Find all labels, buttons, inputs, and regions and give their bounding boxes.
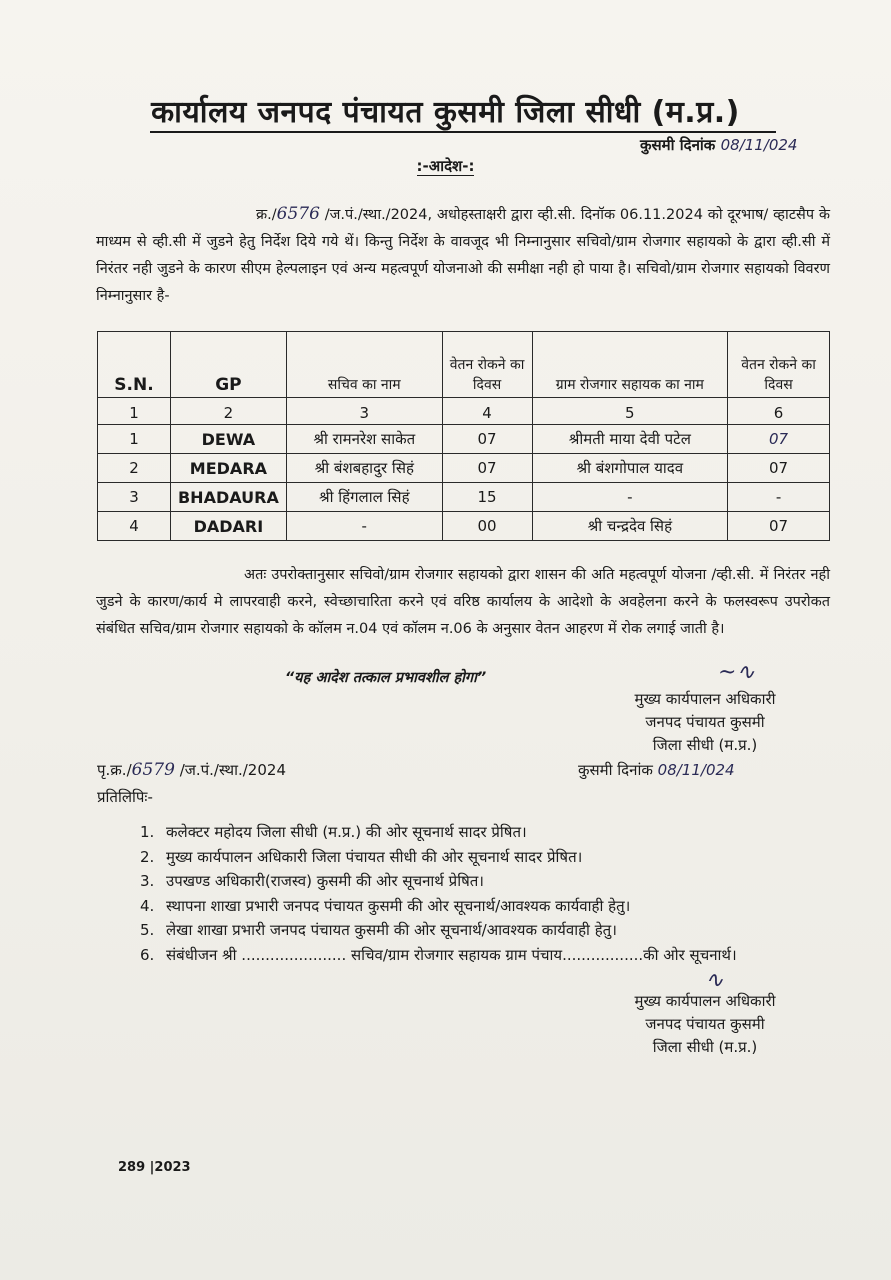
endorsement-no: 6579 (131, 760, 175, 780)
list-item: 4. स्थापना शाखा प्रभारी जनपद पंचायत कुसमी की ओर सूचनार्थ/आवश्यक कार्यवाही हेतु। (140, 896, 631, 915)
signature-office: जनपद पंचायत कुसमी (645, 713, 765, 731)
header-secretary: सचिव का नाम (286, 332, 442, 398)
table-row (98, 483, 830, 512)
staff-table (97, 331, 830, 541)
cell-gp: DADARI (170, 512, 286, 541)
column-number-row (98, 398, 830, 425)
signature-block-2 (600, 990, 810, 1059)
column-number: 3 (286, 398, 442, 425)
cell-sn: 4 (98, 512, 171, 541)
endorsement-suffix: /ज.पं./स्था./2024 (179, 761, 286, 779)
column-number: 4 (442, 398, 532, 425)
order-date (640, 135, 797, 155)
cell-secretary: श्री बंशबहादुर सिहं (286, 454, 442, 483)
list-item: 6. संबंधीजन श्री ...................... सचिव/ग्राम रोजगार सहायक ग्राम पंचाय.................की ओर सूचनार्थ। (140, 945, 737, 964)
signature-district: जिला सीधी (म.प्र.) (652, 1038, 758, 1056)
cell-assistant: श्री बंशगोपाल यादव (532, 454, 728, 483)
copy-list (140, 820, 840, 967)
endorsement-date-label: कुसमी दिनांक (578, 761, 653, 779)
signature-mark-icon: ∿ (705, 968, 724, 993)
order-heading-text: :-आदेश-: (416, 157, 475, 175)
cell-gp: BHADAURA (170, 483, 286, 512)
header-salary-days-2: वेतन रोकने का दिवस (728, 332, 830, 398)
column-number: 6 (728, 398, 830, 425)
cell-days-2: 07 (728, 512, 830, 541)
header-gp: GP (170, 332, 286, 398)
title-underline (150, 131, 776, 133)
cell-assistant: - (532, 483, 728, 512)
cell-secretary: - (286, 512, 442, 541)
copy-label: प्रतिलिपिः- (97, 788, 153, 806)
order-heading (0, 156, 891, 176)
endorsement-date-value: 08/11/024 (657, 761, 735, 779)
cell-days-2: - (728, 483, 830, 512)
list-item: 5. लेखा शाखा प्रभारी जनपद पंचायत कुसमी की ओर सूचनार्थ/आवश्यक कार्यवाही हेतु। (140, 921, 617, 939)
header-sn: S.N. (98, 332, 171, 398)
table-row (98, 425, 830, 454)
cell-days-1: 07 (442, 425, 532, 454)
table-header-row (98, 332, 830, 398)
cell-sn: 1 (98, 425, 171, 454)
list-item: 3. उपखण्ड अधिकारी(राजस्व) कुसमी की ओर सूचनार्थ प्रेषित। (140, 872, 484, 890)
table-row (98, 512, 830, 541)
endorsement-number (97, 760, 286, 780)
cell-days-2: 07 (728, 425, 830, 454)
cell-days-1: 15 (442, 483, 532, 512)
column-number: 1 (98, 398, 171, 425)
list-item: 2. मुख्य कार्यपालन अधिकारी जिला पंचायत सीधी की ओर सूचनार्थ सादर प्रेषित। (140, 847, 583, 866)
cell-secretary: श्री हिंगलाल सिहं (286, 483, 442, 512)
cell-assistant: श्री चन्द्रदेव सिहं (532, 512, 728, 541)
signature-district: जिला सीधी (म.प्र.) (652, 736, 758, 754)
order-date-value: 08/11/024 (720, 136, 798, 154)
order-number: 6576 (276, 204, 320, 224)
list-item: 1. कलेक्टर महोदय जिला सीधी (म.प्र.) की ओर सूचनार्थ सादर प्रेषित। (140, 823, 527, 841)
office-title: कार्यालय जनपद पंचायत कुसमी जिला सीधी (म.प्र.) (151, 95, 740, 130)
cell-sn: 2 (98, 454, 171, 483)
order-date-label: कुसमी दिनांक (640, 136, 716, 154)
cell-sn: 3 (98, 483, 171, 512)
signature-office: जनपद पंचायत कुसमी (645, 1015, 765, 1033)
cell-secretary: श्री रामनरेश साकेत (286, 425, 442, 454)
endorsement-prefix: पृ.क्र./ (97, 761, 132, 779)
column-number: 2 (170, 398, 286, 425)
signature-mark-icon: ~∿ (718, 660, 755, 685)
intro-paragraph (96, 201, 830, 310)
cell-gp: DEWA (170, 425, 286, 454)
cell-days-1: 00 (442, 512, 532, 541)
cell-days-2: 07 (728, 454, 830, 483)
effect-note-text: “यह आदेश तत्काल प्रभावशील होगा” (284, 670, 487, 686)
table-row (98, 454, 830, 483)
footer-code: 289 |2023 (118, 1160, 191, 1175)
intro-prefix: क्र./ (256, 207, 277, 223)
cell-days-1: 07 (442, 454, 532, 483)
cell-gp: MEDARA (170, 454, 286, 483)
endorsement-date (578, 760, 735, 780)
effect-note (0, 667, 891, 687)
column-number: 5 (532, 398, 728, 425)
signature-designation: मुख्य कार्यपालन अधिकारी (634, 690, 776, 708)
intro-text: /ज.पं./स्था./2024, अधोहस्ताक्षरी द्वारा व्ही.सी. दिनॉक 06.11.2024 को दूरभाष/ व्हाटसैप के माध्यम से व्ही.सी में जुडने हेतु निर्देश दिये गये थें। किन्तु निर्देश के वावजूद भी निम्नानुसार सचिवो/ग्राम रोजगार सहायको के द्वारा व्ही.सी में निरंतर नही जुडने के कारण सीएम हेल्पलाइन एवं अन्य महत्वपूर्ण योजनाओ की समीक्षा नही हो पाया है। सचिवो/ग्राम रोजगार सहायको विवरण निम्नानुसार है- (96, 207, 831, 304)
cell-assistant: श्रीमती माया देवी पटेल (532, 425, 728, 454)
signature-designation: मुख्य कार्यपालन अधिकारी (634, 992, 776, 1010)
signature-block (600, 688, 810, 757)
conclusion-paragraph: अतः उपरोक्तानुसार सचिवो/ग्राम रोजगार सहायको द्वारा शासन की अति महत्वपूर्ण योजना /व्ही.सी. में निरंतर नही जुडने के कारण/कार्य मे लापरवाही करने, स्वेच्छाचारिता करने एवं वरिष्ठ कार्यालय के आदेशो के अवहेलना करने के फलस्वरूप उपरोकत संबंधित सचिव/ग्राम रोजगार सहायको के कॉलम न.04 एवं कॉलम न.06 के अनुसार वेतन आहरण में रोक लगाई जाती है। (96, 567, 830, 637)
header-salary-days-1: वेतन रोकने का दिवस (442, 332, 532, 398)
header-assistant: ग्राम रोजगार सहायक का नाम (532, 332, 728, 398)
